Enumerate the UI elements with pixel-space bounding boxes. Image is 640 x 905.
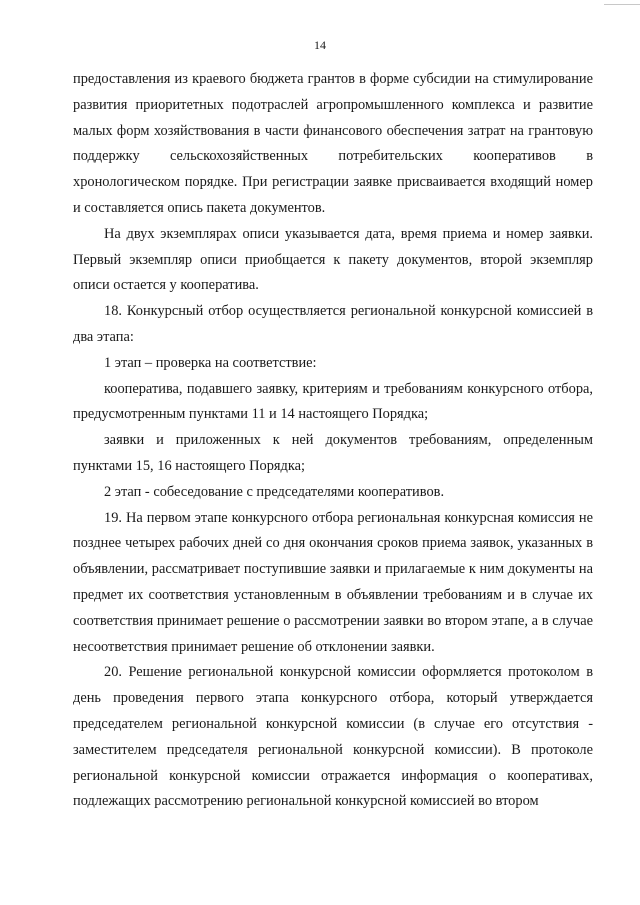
paragraph-item-18: 18. Конкурсный отбор осуществляется региональной конкурсной комиссией в два этапа:: [73, 303, 593, 345]
document-body: [73, 67, 593, 815]
paragraph-item-20: 20. Решение региональной конкурсной комиссии оформляется протоколом в день проведения первого этапа конкурсного отбора, который утверждается председателем региональной конкурсной комиссии (в случае его отсутствия - заместителем председателя региональной конкурсной комиссии). В протоколе региональной конкурсной комиссии отражается информация о кооперативах, подлежащих рассмотрению региональной конкурсной комиссией во втором: [73, 664, 593, 810]
paragraph-item-19: 19. На первом этапе конкурсного отбора региональная конкурсная комиссия не позднее четырех рабочих дней со дня окончания сроков приема заявок, указанных в объявлении, рассматривает поступившие заявки и прилагаемые к ним документы на предмет их соответствия установленным в объявлении требованиям и в случае их соответствия принимает решение о рассмотрении заявки во втором этапе, а в случае несоответствия принимает решение об отклонении заявки.: [73, 509, 593, 655]
paragraph-stage-2: 2 этап - собеседование с председателями кооперативов.: [104, 483, 445, 500]
paragraph-inventory-copies: На двух экземплярах описи указывается дата, время приема и номер заявки. Первый экземпляр описи приобщается к пакету документов, второй экземпляр описи остается у кооператива.: [73, 225, 593, 294]
scan-corner-mark: [604, 4, 640, 5]
paragraph-continuation: предоставления из краевого бюджета грантов в форме субсидии на стимулирование развития приоритетных подотраслей агропромышленного комплекса и развитие малых форм хозяйствования в части финансового обеспечения затрат на грантовую поддержку сельскохозяйственных потребительских кооперативов в хронологическом порядке. При регистрации заявке присваивается входящий номер и составляется опись пакета документов.: [73, 71, 593, 216]
paragraph-stage-1-cooperative: кооператива, подавшего заявку, критериям и требованиям конкурсного отбора, предусмотренным пунктами 11 и 14 настоящего Порядка;: [73, 380, 593, 423]
page-number: 14: [314, 38, 326, 52]
paragraph-stage-1-application: заявки и приложенных к ней документов требованиям, определенным пунктами 15, 16 настоящего Порядка;: [73, 432, 593, 474]
paragraph-stage-1: 1 этап – проверка на соответствие:: [104, 354, 317, 371]
